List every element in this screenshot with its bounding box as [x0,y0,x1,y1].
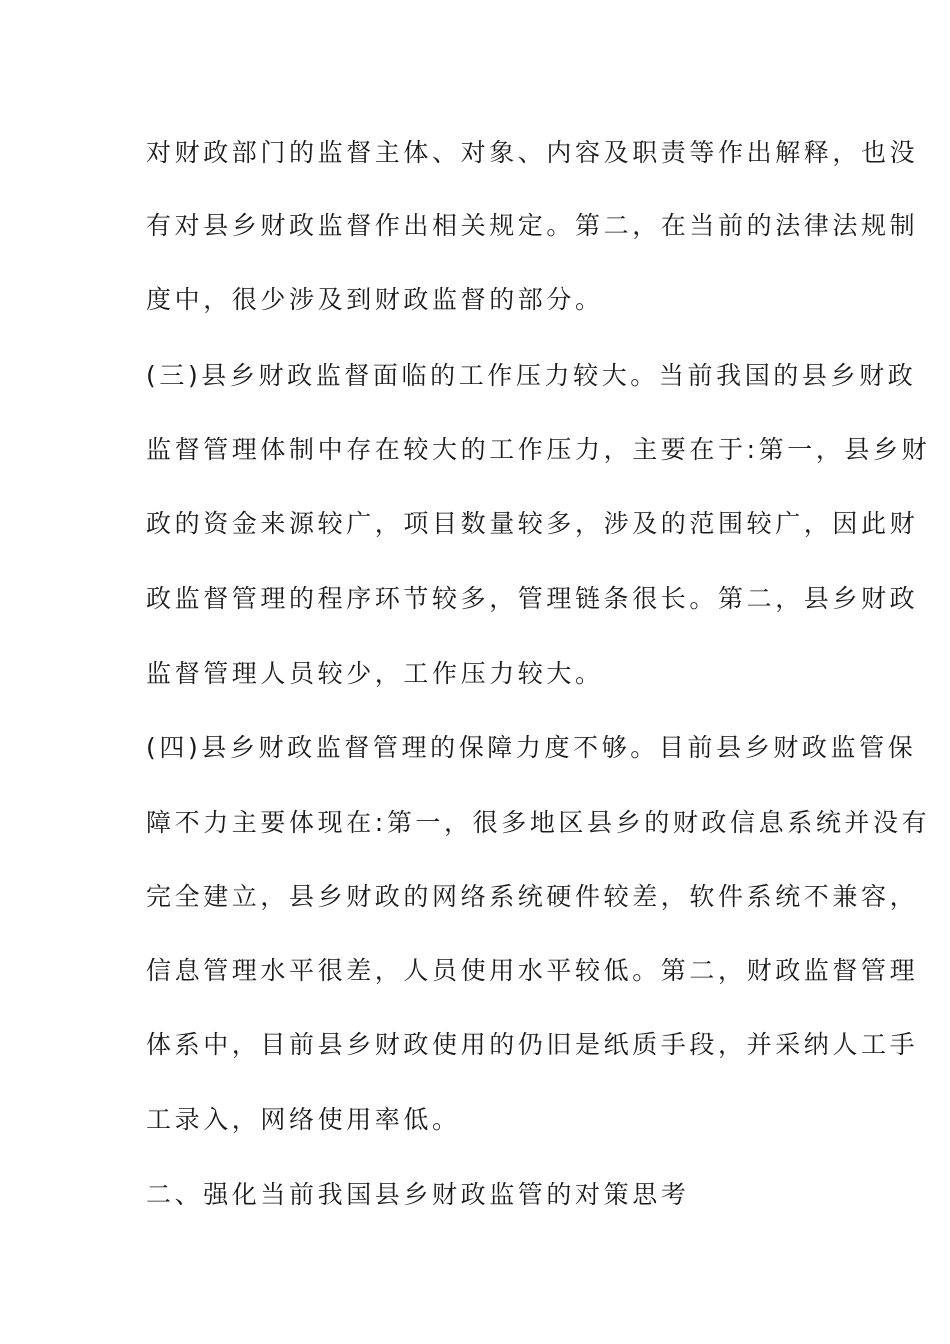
paragraph-line: 监督管理体制中存在较大的工作压力，主要在于:第一，县乡财 [146,435,931,464]
paragraph-line: 政监督管理的程序环节较多，管理链条很长。第二，县乡财政 [146,584,919,613]
section-heading: 二、强化当前我国县乡财政监管的对策思考 [146,1180,690,1209]
paragraph-line: 度中，很少涉及到财政监督的部分。 [146,285,604,314]
paragraph-line: 工录入，网络使用率低。 [146,1105,461,1134]
paragraph-line: 政的资金来源较广，项目数量较多，涉及的范围较广，因此财 [146,509,919,538]
paragraph-line: 监督管理人员较少，工作压力较大。 [146,659,604,688]
paragraph-line: 体系中，目前县乡财政使用的仍旧是纸质手段，并采纳人工手 [146,1030,919,1059]
paragraph-line: 障不力主要体现在:第一，很多地区县乡的财政信息系统并没有 [146,808,931,837]
paragraph-line: 对财政部门的监督主体、对象、内容及职责等作出解释，也没 [146,138,919,167]
paragraph-line: 信息管理水平很差，人员使用水平较低。第二，财政监督管理 [146,956,919,985]
paragraph-line: 完全建立，县乡财政的网络系统硬件较差，软件系统不兼容， [146,882,919,911]
paragraph-line: (三)县乡财政监督面临的工作压力较大。当前我国的县乡财政 [146,361,917,390]
paragraph-line: (四)县乡财政监督管理的保障力度不够。目前县乡财政监管保 [146,733,917,762]
paragraph-line: 有对县乡财政监督作出相关规定。第二，在当前的法律法规制 [146,211,919,240]
